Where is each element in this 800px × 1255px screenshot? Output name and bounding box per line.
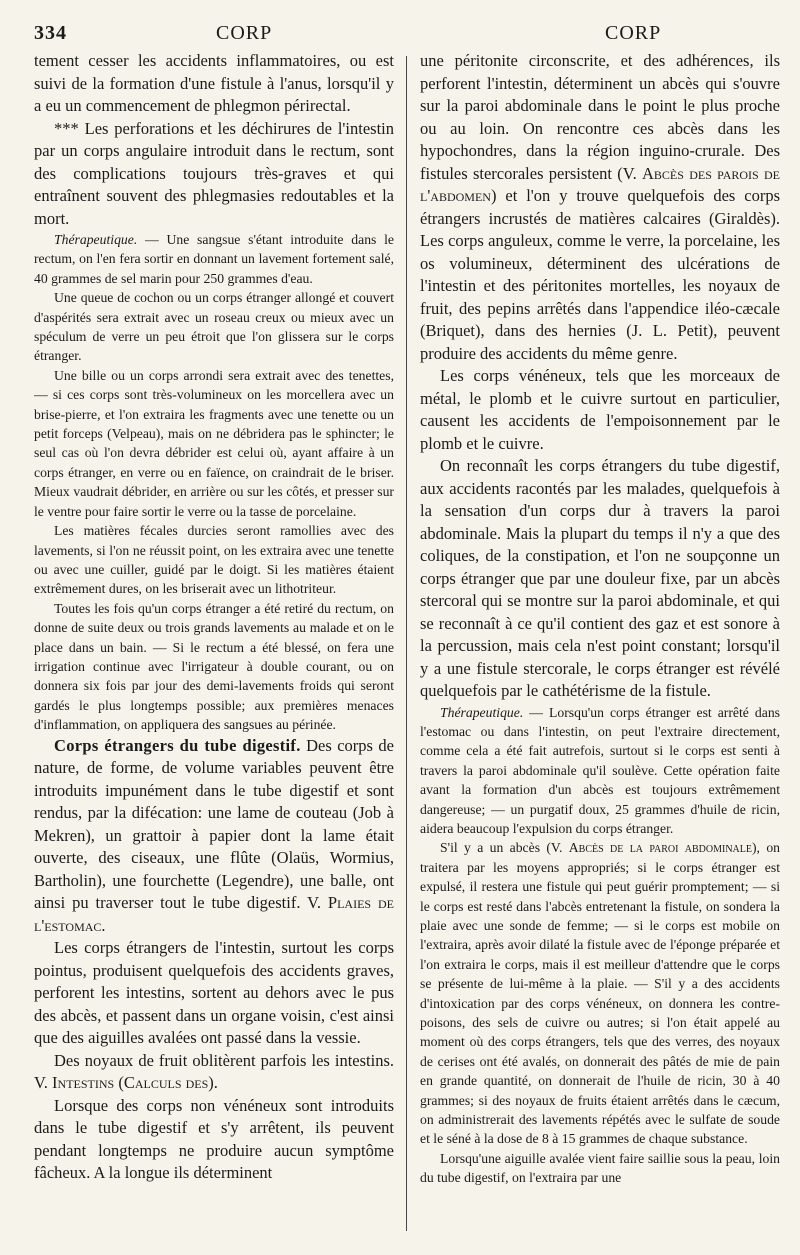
paragraph-text: ), on traitera par les moyens appropriés; si le corps étranger est expulsé, il restera une fistule qui peut guérir promptement; — si le corps est resté dans l'abcès entretenant la fistule, on sondera la plaie avec une sonde de femme; — si le corps est mobile on l'extraira, après avoir dilaté la fistule avec de l'éponge préparée et l'on extraira le corps, mais il est meilleur d'attendre que le corps se présente de lui-même à la plaie. — S'il y a des accidents d'intoxication par des corps vénéneux, on donnera les contre-poisons, des sels de cuivre ou autres; si l'on était appelé au moment où des corps étrangers, tels que des verres, des noyaux de cerises ont été avalés, on donnerait des pâtés de mie de pain en grande quantité, on donnerait de l'huile de ricin, 30 à 40 grammes; si des noyaux de fruits étaient arrêtés dans le cæcum, on administrerait des lavements répétés avec le sulfate de soude et le séné à la dose de 8 à 15 grammes de chaque substance. <box>420 840 780 1147</box>
paragraph-text: — Lorsqu'un corps étranger est arrêté dans l'estomac ou dans l'intestin, on peut l'extraire directement, comme cela a été fait autrefois, surtout si le corps est senti à travers la paroi abdominale qu'il soulève. Cette opération faite avant la formation d'un abcès est toujours extrêmement dangereuse; — un purgatif doux, 25 grammes d'huile de ricin, aidera beaucoup l'expulsion du corps étranger. <box>420 704 780 836</box>
cross-reference: Plaies de l'estomac. <box>34 893 394 935</box>
paragraph <box>34 735 394 938</box>
left-column <box>34 50 394 1240</box>
paragraph-text: S'il y a un abcès (V. <box>440 840 569 856</box>
right-column <box>420 50 780 1240</box>
paragraph-text: — Une sangsue s'étant introduite dans le rectum, on l'en fera sortir en donnant un lavement fortement salé, 40 grammes de sel marin pour 250 grammes d'eau. <box>34 232 394 286</box>
paragraph <box>420 50 780 365</box>
running-head-right: CORP <box>605 22 662 44</box>
paragraph: *** Les perforations et les déchirures de l'intestin par un corps angulaire introduit dans le rectum, sont des complications toujours très-graves et qui entraînent souvent des phlegmasies redoutables et la mort. <box>34 118 394 228</box>
paragraph: Les matières fécales durcies seront ramollies avec des lavements, si l'on ne réussit point, on les extraira avec une tenette ou avec une cuiller, guidé par le doigt. Si les matières étaient extrêmement dures, on les briserait avec un lithotriteur. <box>34 523 394 597</box>
paragraph <box>34 230 394 288</box>
paragraph: Une bille ou un corps arrondi sera extrait avec des tenettes, — si ces corps sont très-volumineux on les morcellera avec un brise-pierre, et l'on extraira les fragments avec une tenette ou un petit forceps (Velpeau), mais on ne débridera pas le sphincter; le seul cas où l'on devra débrider est celui où, ayant affaire à un corps étranger, en verre ou en faïence, on craindrait de le briser. Mieux vaudrait débrider, en arrière ou sur les côtés, et presser sur le ventre pour faire sortir le verre ou la tasse de porcelaine. <box>34 367 394 519</box>
paragraph: Toutes les fois qu'un corps étranger a été retiré du rectum, on donne de suite deux ou trois grands lavements au malade et on le place dans un bain. — Si le rectum a été blessé, on fera une irrigation continue avec l'irrigateur à double courant, ou on donnera six fois par jour des demi-lavements froids qui seront gardés le plus longtemps possible; aux premières menaces d'inflammation, on appliquera des sangsues au périnée. <box>34 600 394 733</box>
running-head-left: CORP <box>216 22 273 44</box>
paragraph <box>34 1050 394 1095</box>
running-header <box>20 18 784 52</box>
paragraph: tement cesser les accidents inflammatoires, ou est suivi de la formation d'une fistule à l'anus, lorsqu'il y a eu un commencement de phlegmon périrectal. <box>34 51 394 115</box>
paragraph: Lorsqu'une aiguille avalée vient faire saillie sous la peau, loin du tube digestif, on l'extraira par une <box>420 1150 780 1186</box>
column-divider <box>406 56 407 1231</box>
paragraph: Les corps étrangers de l'intestin, surtout les corps pointus, produisent quelquefois des accidents graves, perforent les intestins, sortent au dehors avec le pus des abcès, et passent dans un organe voisin, c'est ainsi que des aiguilles avalées ont passé dans la vessie. <box>34 938 394 1048</box>
paragraph: Une queue de cochon ou un corps étranger allongé et couvert d'aspérités sera extrait avec un roseau creux ou mieux avec un spéculum de verre un peu étroit que l'on glissera sur le corps étranger. <box>34 290 394 364</box>
paragraph: Lorsque des corps non vénéneux sont introduits dans le tube digestif et s'y arrêtent, ils peuvent pendant longtemps ne produire aucun symptôme fâcheux. A la longue ils déterminent <box>34 1095 394 1183</box>
paragraph-text: Des noyaux de fruit oblitèrent parfois les intestins. V. <box>34 1050 394 1093</box>
paragraph-text: Des corps de nature, de forme, de volume variables peuvent être introduits impunément dans le tube digestif et sont rendus, par la difécation: une lame de couteau (Job à Mekren), un grattoir à papier dont la lame était ouverte, des ciseaux, une flûte (Olaüs, Wormius, Bartholin), une fourchette (Legendre), une balle, ont ainsi pu traverser tout le tube digestif. V. <box>34 735 394 913</box>
section-label: Thérapeutique. <box>54 232 138 247</box>
paragraph <box>420 703 780 839</box>
cross-reference: Intestins (Calculs des). <box>52 1073 218 1093</box>
page-number: 334 <box>34 22 67 44</box>
text-columns <box>34 50 780 1240</box>
section-label: Thérapeutique. <box>440 704 524 720</box>
paragraph-text: une péritonite circonscrite, et des adhérences, ils perforent l'intestin, déterminent un abcès qui s'ouvre sur la paroi abdominale dans le point le plus proche ou au loin. On rencontre ces abcès dans les hypochondres, dans la région inguino-crurale. Des fistules stercorales persistent (V. <box>420 51 780 183</box>
section-heading: Corps étrangers du tube digestif. <box>54 735 301 755</box>
paragraph <box>420 838 780 1149</box>
paragraph-text: ) et l'on y trouve quelquefois des corps étrangers incrustés de matières calcaires (Giraldès). Les corps anguleux, comme le verre, la porcelaine, les os volumineux, déterminent des ulcérations de l'intestin et des péritonites mortelles, les noyaux de fruit, des pepins arrêtés dans l'appendice iléo-cæcale (Briquet), dans des hernies (J. L. Petit), peuvent produire des accidents du même genre. <box>420 186 780 363</box>
paragraph: Les corps vénéneux, tels que les morceaux de métal, le plomb et le cuivre surtout en particulier, causent les accidents de l'empoisonnement par le plomb et le cuivre. <box>420 366 780 453</box>
cross-reference: Abcès de la paroi abdominale <box>568 840 752 856</box>
cross-reference: Abcès des parois de l'abdomen <box>420 163 780 205</box>
paragraph: On reconnaît les corps étrangers du tube digestif, aux accidents racontés par les malades, quelquefois à la sensation d'un corps dur à travers la paroi abdominale. Mais la plupart du temps il n'y a que des coliques, de la constipation, et l'on ne soupçonne un corps étranger que par une douleur fixe, par un abcès stercoral qui se montre sur la paroi abdominale, et qui se reconnaît à ce qu'il contient des gaz et est sonore à la percussion, mais cela n'est point constant; lorsqu'il y a une fistule stercorale, le corps étranger est révélé quelquefois par le cathétérisme de la fistule. <box>420 456 780 700</box>
